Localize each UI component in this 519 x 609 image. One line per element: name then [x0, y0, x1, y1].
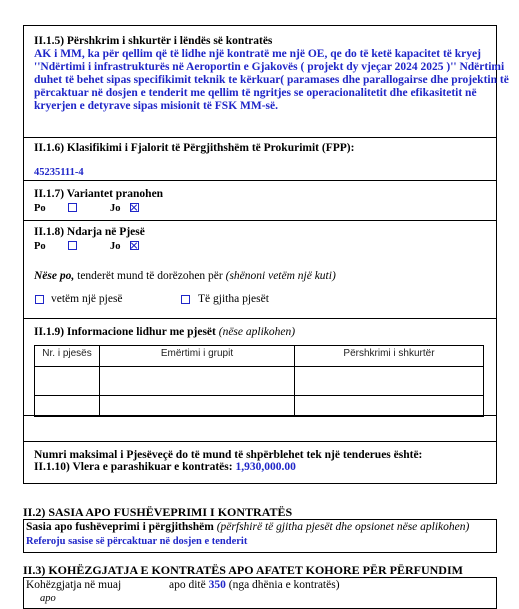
- heading-quantity-scope: II.2) SASIA APO FUSHËVEPRIMI I KONTRATËS: [23, 505, 293, 519]
- table-cell[interactable]: [100, 367, 295, 396]
- option-all-lots-checkbox[interactable]: [181, 295, 190, 304]
- duration-months-label: Kohëzgjatja në muaj: [26, 579, 122, 591]
- variants-jo-label: Jo: [110, 203, 121, 214]
- quantity-scope-line: [26, 521, 469, 534]
- section-short-description: [24, 25, 509, 138]
- lots-po-checkbox[interactable]: [68, 241, 77, 250]
- table-cell[interactable]: [295, 367, 484, 396]
- quantity-scope-label: Sasia apo fushëveprimi i përgjithshëm: [26, 521, 217, 533]
- duration-days-line: [169, 579, 340, 592]
- duration-apo-label: apo: [40, 593, 56, 604]
- max-lots-text: Numri maksimal i Pjesëveçë do të mund të shpërblehet tek një tenderues është:: [34, 449, 423, 461]
- col-lot-number: Nr. i pjesës: [35, 346, 100, 367]
- lots-jo-label: Jo: [110, 241, 121, 252]
- lots-info-title: II.1.9) Informacione lidhur me pjesët: [34, 326, 219, 338]
- col-group-name: Emërtimi i grupit: [100, 346, 295, 367]
- lots-instruction: [34, 270, 336, 283]
- option-one-lot-label: vetëm një pjesë: [51, 293, 123, 305]
- section-variants: [24, 180, 496, 221]
- estimated-value-amount: 1,930,000.00: [235, 461, 296, 473]
- variants-jo-checkbox[interactable]: [130, 203, 139, 212]
- cpv-code: 45235111-4: [34, 167, 84, 178]
- section-title: II.1.7) Variantet pranohen: [34, 188, 164, 200]
- table-cell[interactable]: [35, 396, 100, 417]
- table-cell[interactable]: [100, 396, 295, 417]
- lots-jo-checkbox[interactable]: [130, 241, 139, 250]
- lots-po-label: Po: [34, 241, 46, 252]
- section-title: II.1.6) Klasifikimi i Fjalorit të Përgjithshëm të Prokurimit (FPP):: [34, 142, 355, 154]
- description-line-5: kryerjen e detyrave sipas misionit të FSK MM-së.: [34, 100, 279, 112]
- section-title: [34, 326, 295, 339]
- duration-days-value: 350: [208, 579, 226, 591]
- section-lots-info: [24, 318, 496, 416]
- table-cell[interactable]: [35, 367, 100, 396]
- option-all-lots-label: Të gjitha pjesët: [198, 293, 269, 305]
- section-title: II.1.5) Përshkrim i shkurtër i lëndës së kontratës: [34, 35, 273, 47]
- description-line-4: përcaktuar në dosjen e tenderit me qellim të ngritjes se operacionalitetit dhe efikasitetit në: [34, 87, 477, 99]
- nese-po-label: Nëse po,: [34, 270, 75, 282]
- table-row: [35, 367, 484, 396]
- section-title: II.1.8) Ndarja në Pjesë: [34, 226, 145, 238]
- heading-duration: II.3) KOHËZGJATJA E KONTRATËS APO AFATET KOHORE PËR PËRFUNDIM: [23, 563, 463, 577]
- lots-info-hint: (nëse aplikohen): [218, 326, 296, 338]
- quantity-scope-box: [23, 519, 497, 553]
- description-line-1: AK i MM, ka për qellim që të lidhe një kontratë me një OE, qe do të ketë kapacitet të kryej: [34, 48, 481, 60]
- procurement-notice-box: [23, 25, 509, 461]
- variants-po-label: Po: [34, 203, 46, 214]
- table-cell[interactable]: [295, 396, 484, 417]
- section-lots-division: [24, 220, 496, 319]
- col-short-description: Përshkrimi i shkurtër: [295, 346, 484, 367]
- quantity-scope-hint: (përfshirë të gjitha pjesët dhe opsionet nëse aplikohen): [216, 521, 470, 533]
- estimated-value-label: II.1.10) Vlera e parashikuar e kontratës:: [34, 461, 236, 473]
- variants-po-checkbox[interactable]: [68, 203, 77, 212]
- quantity-scope-reference: Referoju sasise së përcaktuar në dosjen e tenderit: [26, 536, 248, 547]
- duration-days-suffix: (nga dhënia e kontratës): [225, 579, 340, 591]
- lots-table: [34, 345, 484, 417]
- tenderet-text: tenderët mund të dorëzohen për: [74, 270, 226, 282]
- duration-box: [23, 577, 497, 609]
- section-estimated-value: [23, 441, 497, 484]
- hint-text: (shënoni vetëm një kuti): [225, 270, 336, 282]
- table-header-row: [35, 346, 484, 367]
- description-line-3: duhet të behet sipas specifikimit teknik te kërkuar( paramases dhe parallogairse dhe projektin të: [34, 74, 509, 86]
- section-cpv: [24, 136, 496, 181]
- option-one-lot-checkbox[interactable]: [35, 295, 44, 304]
- duration-days-prefix: apo ditë: [169, 579, 209, 591]
- table-row: [35, 396, 484, 417]
- estimated-value-line: [34, 461, 296, 474]
- description-line-2: ''Ndërtimi i infrastrukturës në Aeroportin e Gjakovës ( projekt dy vjeçar 2024 2025 )'' Ndërtimi: [34, 61, 505, 73]
